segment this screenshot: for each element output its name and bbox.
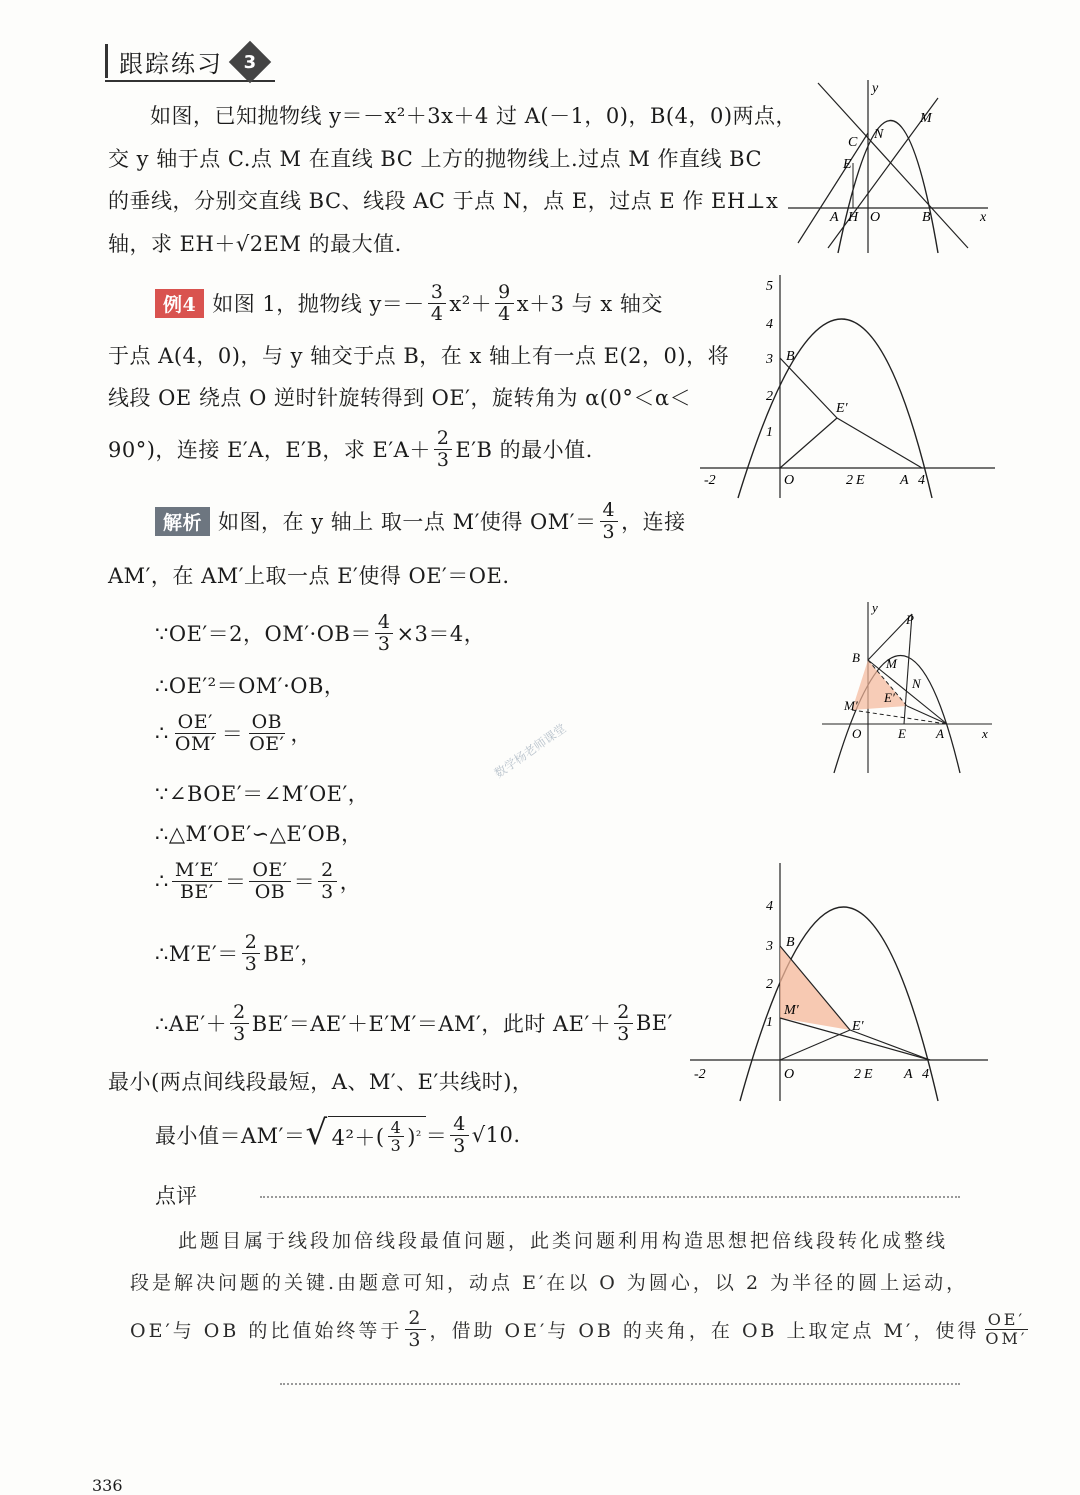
fig-label: M — [920, 111, 932, 126]
fig-label: 3 — [766, 352, 773, 367]
fig-label: M′ — [844, 698, 858, 713]
watermark: 数学杨老师课堂 — [491, 721, 569, 781]
fig-label: 4 — [922, 1067, 929, 1082]
solution-line-2: AM′，在 AM′上取一点 E′使得 OE′＝OE. — [108, 564, 510, 588]
solution-step-3: ∴ $\frac{OE'}{OM'}$ ＝ $\frac{OB}{OE'}$ ， — [155, 711, 312, 755]
fig-label: O — [852, 726, 862, 741]
fig-label: 2 — [766, 977, 773, 992]
solution-step-1: ∵OE′＝2，OM′·OB＝ $\frac{4}{3}$ ×3＝4， — [155, 611, 486, 655]
fig-label: B — [852, 650, 860, 665]
fig-label: 4 — [766, 899, 773, 914]
solution-final: 最小值＝AM′＝ √ 4²＋ ( $\frac{4}{3}$ ) ² ＝ $\frac{4}{3}$ √10. — [155, 1112, 521, 1157]
exercise-line-3: 的垂线，分别交直线 BC、线段 AC 于点 N，点 E，过点 E 作 EH⊥x — [108, 189, 779, 213]
fig-label: E — [856, 473, 865, 488]
fig-label: N — [874, 127, 884, 142]
fig-label: N — [912, 676, 921, 691]
fig-label: 2 — [846, 473, 853, 488]
solution-tag: 解析 — [155, 507, 210, 536]
fig-label: A — [936, 726, 944, 741]
comment-line-2: 段是解决问题的关键.由题意可知，动点 E′在以 O 为圆心，以 2 为半径的圆上运动， — [130, 1272, 969, 1294]
fig-label: A — [904, 1067, 913, 1082]
fig-label: -2 — [704, 473, 716, 488]
fraction: $\frac{4}{3}$ — [375, 612, 394, 655]
header-title: 跟踪练习 — [119, 50, 223, 78]
fig-label: y — [872, 600, 878, 615]
page-number: 336 — [92, 1476, 123, 1495]
fraction: $\frac{9}{4}$ — [495, 282, 514, 325]
fraction: $\frac{2}{3}$ — [318, 860, 337, 903]
fig-label: -2 — [694, 1067, 706, 1082]
fig-label: O — [784, 473, 795, 488]
header-bar — [105, 44, 108, 78]
fig-label: H — [848, 210, 859, 225]
fraction: $\frac{2}{3}$ — [405, 1308, 426, 1351]
figure-3 — [690, 858, 990, 1103]
fraction: $\frac{2}{3}$ — [434, 428, 453, 471]
fig-label: 4 — [918, 473, 925, 488]
fig-label: 3 — [766, 939, 773, 954]
fraction: $\frac{OB}{OE'}$ — [249, 711, 285, 755]
fig-label: A — [830, 210, 839, 225]
fig-label: A — [900, 473, 909, 488]
solution-step-8: ∴AE′＋ $\frac{2}{3}$ BE′＝AE′＋E′M′＝AM′，此时 AE′＋ $\frac{2}{3}$ BE′ — [155, 1001, 673, 1045]
fig-label: E — [843, 157, 852, 172]
example-line-3: 线段 OE 绕点 O 逆时针旋转得到 OE′，旋转角为 α(0°＜α＜ — [108, 386, 692, 410]
example-tag: 例4 — [155, 289, 204, 318]
solution-line-1: 解析 如图，在 y 轴上 取一点 M′使得 OM′＝ $\frac{4}{3}$ ，连接 — [155, 500, 686, 543]
solution-step-7: ∴M′E′＝ $\frac{2}{3}$ BE′， — [155, 931, 322, 975]
fig-label: E — [864, 1067, 873, 1082]
fig-label: C — [848, 135, 858, 150]
fraction: $\frac{OE'}{OM'}$ — [985, 1310, 1028, 1348]
solution-step-2: ∴OE′²＝OM′·OB， — [155, 674, 346, 698]
fraction: $\frac{4}{3}$ — [450, 1114, 469, 1157]
fig-label: E′ — [852, 1019, 864, 1034]
solution-step-6: ∴ $\frac{M'E'}{BE'}$ ＝ $\frac{OE'}{OB}$ ＝ $\frac{2}{3}$ ， — [155, 859, 362, 903]
comment-line-1: 此题目属于线段加倍线段最值问题，此类问题利用构造思想把倍线段转化成整线 — [178, 1230, 949, 1252]
fraction: $\frac{OE'}{OB}$ — [249, 860, 290, 903]
fraction: $\frac{2}{3}$ — [614, 1002, 633, 1045]
fig-label: x — [982, 726, 988, 741]
fraction: $\frac{M'E'}{BE'}$ — [172, 860, 222, 903]
fraction: $\frac{3}{4}$ — [428, 282, 447, 325]
fig-label: 1 — [766, 1015, 773, 1030]
fig-label: E′ — [836, 401, 848, 416]
fig-label: E′ — [884, 690, 895, 705]
example-line-2: 于点 A(4，0)，与 y 轴交于点 B，在 x 轴上有一点 E(2，0)，将 — [108, 344, 730, 368]
fig-label: 5 — [766, 279, 773, 294]
fig-label: O — [870, 210, 881, 225]
fraction: $\frac{2}{3}$ — [242, 932, 261, 975]
fig-label: P — [906, 612, 914, 627]
figure-1 — [700, 270, 1000, 500]
page-header — [105, 40, 285, 84]
fig-label: B — [786, 935, 795, 950]
solution-step-4: ∵∠BOE′＝∠M′OE′， — [155, 782, 370, 806]
fig-label: M — [886, 656, 897, 671]
exercise-line-4: 轴，求 EH＋√2EM 的最大值. — [108, 232, 402, 256]
fraction: $\frac{OE'}{OM'}$ — [174, 711, 216, 755]
exercise-line-1: 如图，已知抛物线 y＝－x²＋3x＋4 过 A(－1，0)，B(4，0)两点， — [150, 104, 798, 128]
solution-step-5: ∴△M′OE′∽△E′OB， — [155, 822, 363, 846]
sqrt-expression: √ 4²＋ ( $\frac{4}{3}$ ) ² — [305, 1116, 425, 1155]
example-line-4: 90°)，连接 E′A，E′B，求 E′A＋ $\frac{2}{3}$ E′B 的最小值. — [108, 427, 593, 471]
fig-label: 2 — [766, 389, 773, 404]
fig-label: B — [922, 210, 931, 225]
solution-step-9: 最小(两点间线段最短，A、M′、E′共线时)， — [108, 1070, 534, 1094]
fig-label: 2 — [854, 1067, 861, 1082]
comment-title: 点评 — [155, 1184, 197, 1208]
fig-label: E — [898, 726, 906, 741]
header-badge: 3 — [229, 40, 271, 82]
fraction: $\frac{2}{3}$ — [230, 1002, 249, 1045]
fig-label: O — [784, 1067, 795, 1082]
fig-label: 4 — [766, 317, 773, 332]
fig-label: x — [980, 210, 987, 225]
fig-label: y — [872, 81, 879, 96]
fraction: $\frac{4}{3}$ — [600, 500, 619, 543]
divider-bottom — [280, 1383, 960, 1385]
fraction: $\frac{4}{3}$ — [388, 1119, 405, 1155]
comment-line-3: OE′与 OB 的比值始终等于 $\frac{2}{3}$ ，借助 OE′与 OB 的夹角，在 OB 上取定点 M′，使得 $\frac{OE'}{OM'}$ — [130, 1308, 1033, 1351]
figure-exercise — [788, 78, 993, 258]
exercise-line-2: 交 y 轴于点 C.点 M 在直线 BC 上方的抛物线上.过点 M 作直线 BC — [108, 147, 763, 171]
fig-label: M′ — [784, 1003, 799, 1018]
fig-label: B — [786, 349, 795, 364]
figure-2 — [822, 598, 997, 778]
fig-label: 1 — [766, 425, 773, 440]
divider-top — [260, 1196, 960, 1198]
example-line-1: 例4 如图 1，抛物线 y＝－ $\frac{3}{4}$ x²＋ $\frac{9}{4}$ x＋3 与 x 轴交 — [155, 282, 663, 325]
